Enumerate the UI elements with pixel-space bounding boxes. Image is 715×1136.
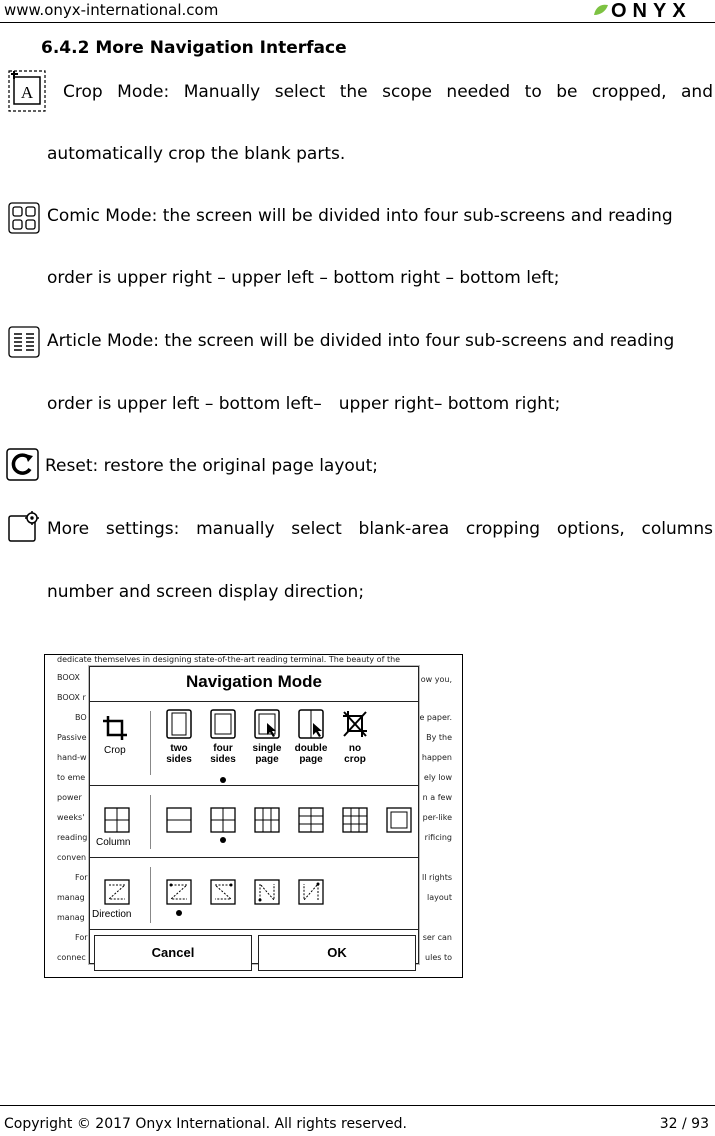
more-settings-icon <box>8 510 40 542</box>
selected-indicator <box>176 910 182 916</box>
divider <box>90 857 418 858</box>
direction-option-icon[interactable] <box>210 879 236 905</box>
divider <box>90 701 418 702</box>
crop-mode-icon <box>8 70 46 112</box>
divider <box>90 785 418 786</box>
bg-line-left: weeks' <box>57 813 85 822</box>
bg-line-right: By the <box>426 733 452 742</box>
ok-button[interactable]: OK <box>258 935 416 971</box>
divider <box>90 929 418 930</box>
bg-line-left: Passive <box>57 733 87 742</box>
bg-line-right: e paper. <box>419 713 452 722</box>
article-mode-line2: order is upper left – bottom left– upper right– bottom right; <box>47 394 561 414</box>
footer-copyright: Copyright © 2017 Onyx International. All rights reserved. <box>4 1116 407 1132</box>
navigation-mode-dialog <box>89 666 419 964</box>
option-label: page <box>299 754 323 765</box>
bg-line-left: manag <box>57 893 85 902</box>
article-mode-icon <box>8 326 40 358</box>
crop-mode-line2: automatically crop the blank parts. <box>47 144 346 164</box>
crop-option-four-sides[interactable] <box>200 709 246 765</box>
bg-line-right: layout <box>427 893 452 902</box>
page-header <box>0 0 715 23</box>
navigation-mode-screenshot <box>44 654 463 978</box>
single-page-icon <box>254 709 280 739</box>
reset-icon <box>6 448 39 481</box>
direction-tool-icon <box>104 879 130 905</box>
option-label: two <box>170 743 188 754</box>
logo-text: ONYX <box>611 0 692 22</box>
option-label: single <box>252 743 282 754</box>
onyx-logo <box>591 1 709 21</box>
option-label: sides <box>166 754 192 765</box>
bg-line-left: to eme <box>57 773 86 782</box>
bg-line-right: ll rights <box>422 873 452 882</box>
cancel-button[interactable]: Cancel <box>94 935 252 971</box>
bg-line-left: hand-w <box>57 753 87 762</box>
crop-row-label: Crop <box>104 745 126 756</box>
direction-row-label: Direction <box>92 909 132 920</box>
comic-mode-icon <box>8 202 40 234</box>
bg-line-right: rificing <box>424 833 452 842</box>
no-crop-icon <box>342 709 368 739</box>
reset-text: Reset: restore the original page layout; <box>45 456 378 476</box>
row-separator <box>150 711 151 775</box>
row-separator <box>150 795 151 849</box>
bg-line-left: manag <box>57 913 85 922</box>
option-label: crop <box>344 754 366 765</box>
selected-indicator <box>220 777 226 783</box>
more-settings-line1: More settings: manually select blank-area cropping options, columns <box>47 519 713 539</box>
direction-option-icon[interactable] <box>166 879 192 905</box>
bg-line-left: dedicate themselves in designing state-of-the-art reading terminal. The beauty of the <box>57 655 401 664</box>
four-sides-icon <box>210 709 236 739</box>
bg-line-left: For <box>75 873 88 882</box>
bg-line-right: per-like <box>422 813 452 822</box>
column-row-label: Column <box>96 837 131 848</box>
option-label: no <box>348 743 362 754</box>
bg-line-left: conven <box>57 853 87 862</box>
comic-mode-line1: Comic Mode: the screen will be divided into four sub-screens and reading <box>47 206 673 226</box>
header-url[interactable]: www.onyx-international.com <box>4 1 219 19</box>
crop-option-two-sides[interactable] <box>156 709 202 765</box>
bg-line-right: ser can <box>422 933 452 942</box>
bg-line-left: BO <box>75 713 87 722</box>
bg-line-left: BOOX <box>57 673 80 682</box>
option-label: double <box>294 743 328 754</box>
selected-indicator <box>220 837 226 843</box>
more-settings-line2: number and screen display direction; <box>47 582 365 602</box>
double-page-icon <box>298 709 324 739</box>
option-label: sides <box>210 754 236 765</box>
bg-line-left: For <box>75 933 88 942</box>
crop-option-no-crop[interactable] <box>332 709 378 765</box>
two-sides-icon <box>166 709 192 739</box>
column-tool-icon <box>104 807 130 833</box>
option-label: page <box>255 754 279 765</box>
page-number: 32 / 93 <box>659 1116 709 1132</box>
bg-line-left: connec <box>57 953 86 962</box>
comic-mode-line2: order is upper right – upper left – bottom right – bottom left; <box>47 268 560 288</box>
bg-line-right: ules to <box>425 953 452 962</box>
crop-option-single-page[interactable] <box>244 709 290 765</box>
direction-option-icon[interactable] <box>254 879 280 905</box>
column-option-icon[interactable] <box>166 807 192 833</box>
bg-line-right: ow you, <box>420 675 452 684</box>
row-separator <box>150 867 151 923</box>
bg-line-right: happen <box>421 753 452 762</box>
dialog-title: Navigation Mode <box>185 672 322 691</box>
crop-mode-line1: Crop Mode: Manually select the scope needed to be cropped, and <box>63 82 713 102</box>
article-mode-line1: Article Mode: the screen will be divided into four sub-screens and reading <box>47 331 675 351</box>
crop-option-double-page[interactable] <box>288 709 334 765</box>
bg-line-right: ely low <box>423 773 452 782</box>
column-option-icon[interactable] <box>386 807 412 833</box>
section-title: 6.4.2 More Navigation Interface <box>41 38 347 58</box>
bg-line-left: BOOX r <box>57 693 86 702</box>
bg-line-right: n a few <box>422 793 452 802</box>
bg-line-left: power <box>57 793 82 802</box>
crop-tool-icon <box>102 715 128 741</box>
column-option-icon[interactable] <box>254 807 280 833</box>
column-option-icon[interactable] <box>210 807 236 833</box>
direction-option-icon[interactable] <box>298 879 324 905</box>
bg-line-left: reading <box>57 833 88 842</box>
footer-divider <box>0 1105 715 1106</box>
column-option-icon[interactable] <box>298 807 324 833</box>
leaf-icon <box>593 3 609 17</box>
column-option-icon[interactable] <box>342 807 368 833</box>
svg-text:A: A <box>20 83 34 102</box>
option-label: four <box>213 743 233 754</box>
